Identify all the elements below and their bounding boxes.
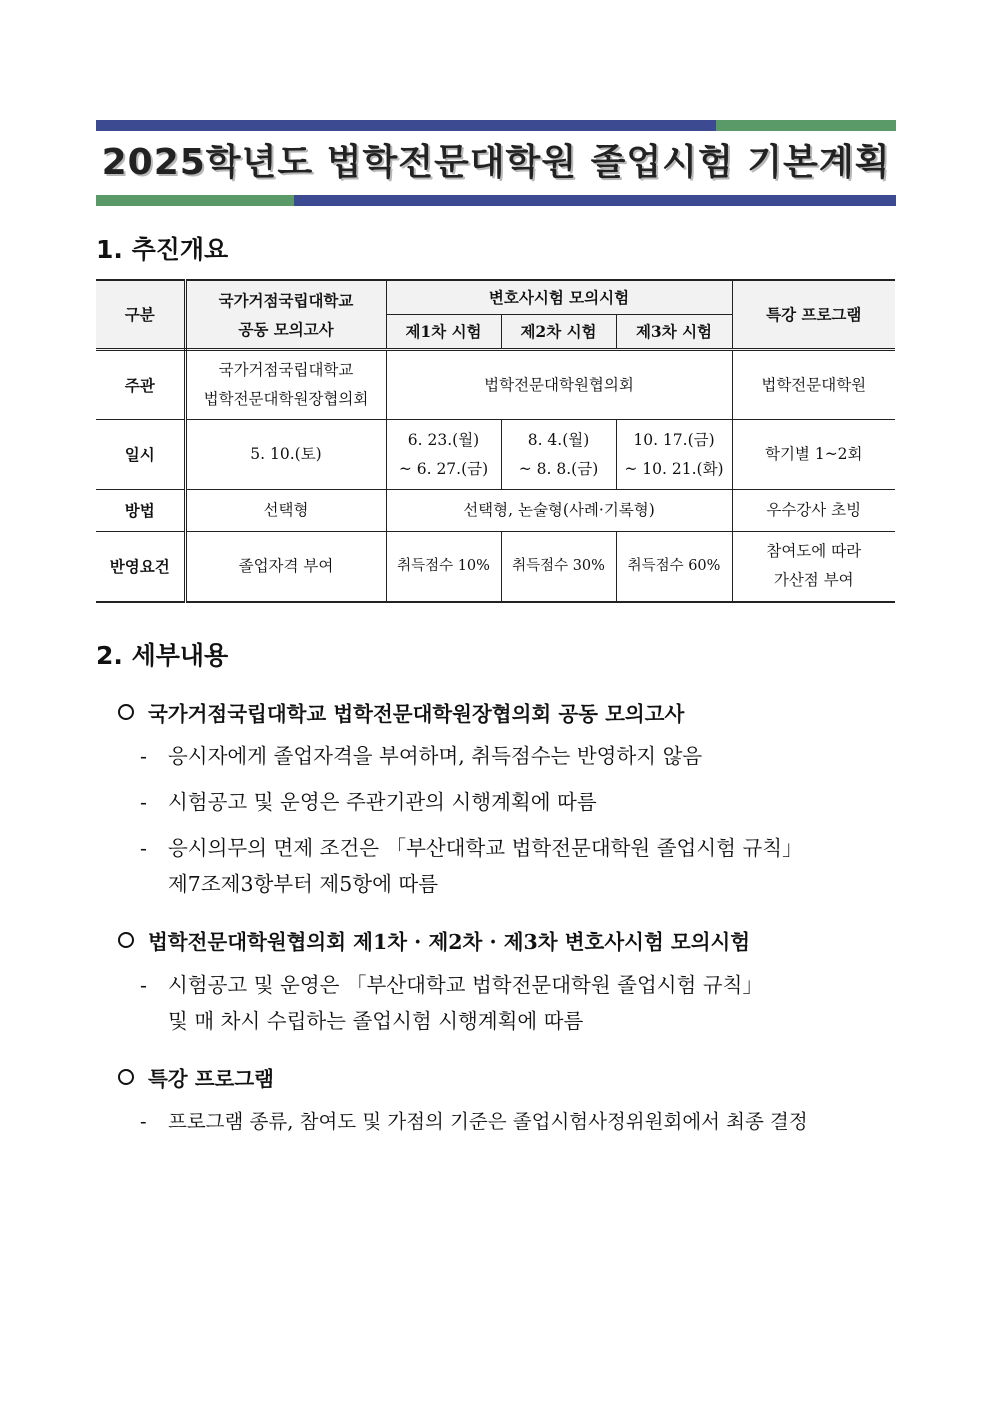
host-lecture: 법학전문대학원 [732,350,895,420]
row-label-method: 방법 [96,490,185,532]
header-round1: 제1차 시험 [386,315,501,350]
detail-heading-lecture [118,1062,274,1092]
list-item [140,830,803,902]
list-item-text: 응시의무의 면제 조건은 「부산대학교 법학전문대학원 졸업시험 규칙」 [168,836,803,860]
req-lecture-line1: 참여도에 따라 [766,542,862,561]
detail-heading-text: 국가거점국립대학교 법학전문대학원장협의회 공동 모의고사 [148,702,685,726]
list-item-continuation: 제7조제3항부터 제5항에 따름 [168,872,438,896]
host-joint [185,350,386,420]
req-lecture [732,532,895,602]
header-lecture: 특강 프로그램 [732,280,895,350]
row-label-host: 주관 [96,350,185,420]
date-round3 [616,420,732,490]
table-row-method [96,490,895,532]
title-bar-bottom-blue [294,195,896,206]
list-item-text: 프로그램 종류, 참여도 및 가점의 기준은 졸업시험사정위원회에서 최종 결정 [168,1110,808,1133]
list-item [140,1104,808,1140]
circle-bullet-icon [118,1069,134,1085]
date-round3-start: 10. 17.(금) [633,430,715,449]
dash-marker: - [140,836,147,860]
list-item [140,738,702,774]
circle-bullet-icon [118,704,134,720]
row-label-date: 일시 [96,420,185,490]
table-row-requirement [96,532,895,602]
section-heading-overview: 1. 추진개요 [96,235,229,264]
host-joint-line2: 법학전문대학원장협의회 [203,390,369,408]
host-mock: 법학전문대학원협의회 [386,350,732,420]
overview-table [96,279,895,603]
req-round3: 취득점수 60% [616,532,732,602]
row-label-requirement: 반영요건 [96,532,185,602]
table-header-row [96,280,895,315]
date-round1 [386,420,501,490]
document-title: 2025학년도 법학전문대학원 졸업시험 기본계획 [101,142,891,183]
method-lecture: 우수강사 초빙 [732,490,895,532]
dash-marker: - [140,973,147,997]
table-row-host [96,350,895,420]
detail-heading-joint-exam [118,697,684,727]
header-round2: 제2차 시험 [501,315,616,350]
section-heading-details: 2. 세부내용 [96,641,229,670]
req-joint: 졸업자격 부여 [185,532,386,602]
title-bar-bottom-green [96,195,294,206]
req-round1: 취득점수 10% [386,532,501,602]
title-bar-top-green [716,120,896,131]
req-round2: 취득점수 30% [501,532,616,602]
date-round2 [501,420,616,490]
date-lecture: 학기별 1~2회 [732,420,895,490]
dash-marker: - [140,1110,147,1133]
date-round2-end: ~ 8. 8.(금) [518,459,599,478]
list-item-text: 시험공고 및 운영은 주관기관의 시행계획에 따름 [168,790,597,814]
host-joint-line1: 국가거점국립대학교 [218,361,354,379]
detail-heading-text: 특강 프로그램 [148,1067,274,1091]
list-item-continuation: 및 매 차시 수립하는 졸업시험 시행계획에 따름 [168,1009,584,1033]
table-row-date [96,420,895,490]
header-joint-exam-line1: 국가거점국립대학교 [218,290,354,310]
header-category: 구분 [96,280,185,350]
list-item [140,967,763,1039]
date-round1-end: ~ 6. 27.(금) [398,459,489,478]
header-joint-exam [185,280,386,350]
date-round3-end: ~ 10. 21.(화) [624,459,724,478]
list-item [140,784,597,820]
detail-heading-mock-exam [118,925,750,955]
method-mock: 선택형, 논술형(사례·기록형) [386,490,732,532]
header-round3: 제3차 시험 [616,315,732,350]
list-item-text: 응시자에게 졸업자격을 부여하며, 취득점수는 반영하지 않음 [168,744,703,768]
method-joint: 선택형 [185,490,386,532]
date-round1-start: 6. 23.(월) [407,430,480,449]
detail-heading-text: 법학전문대학원협의회 제1차 · 제2차 · 제3차 변호사시험 모의시험 [148,930,751,954]
date-round2-start: 8. 4.(월) [527,430,590,449]
list-item-text: 시험공고 및 운영은 「부산대학교 법학전문대학원 졸업시험 규칙」 [168,973,763,997]
circle-bullet-icon [118,932,134,948]
dash-marker: - [140,744,147,768]
header-mock-exam: 변호사시험 모의시험 [386,280,732,315]
req-lecture-line2: 가산점 부여 [773,571,854,590]
header-joint-exam-line2: 공동 모의고사 [238,319,334,339]
dash-marker: - [140,790,147,814]
title-bar-top-blue [96,120,716,131]
date-joint: 5. 10.(토) [185,420,386,490]
